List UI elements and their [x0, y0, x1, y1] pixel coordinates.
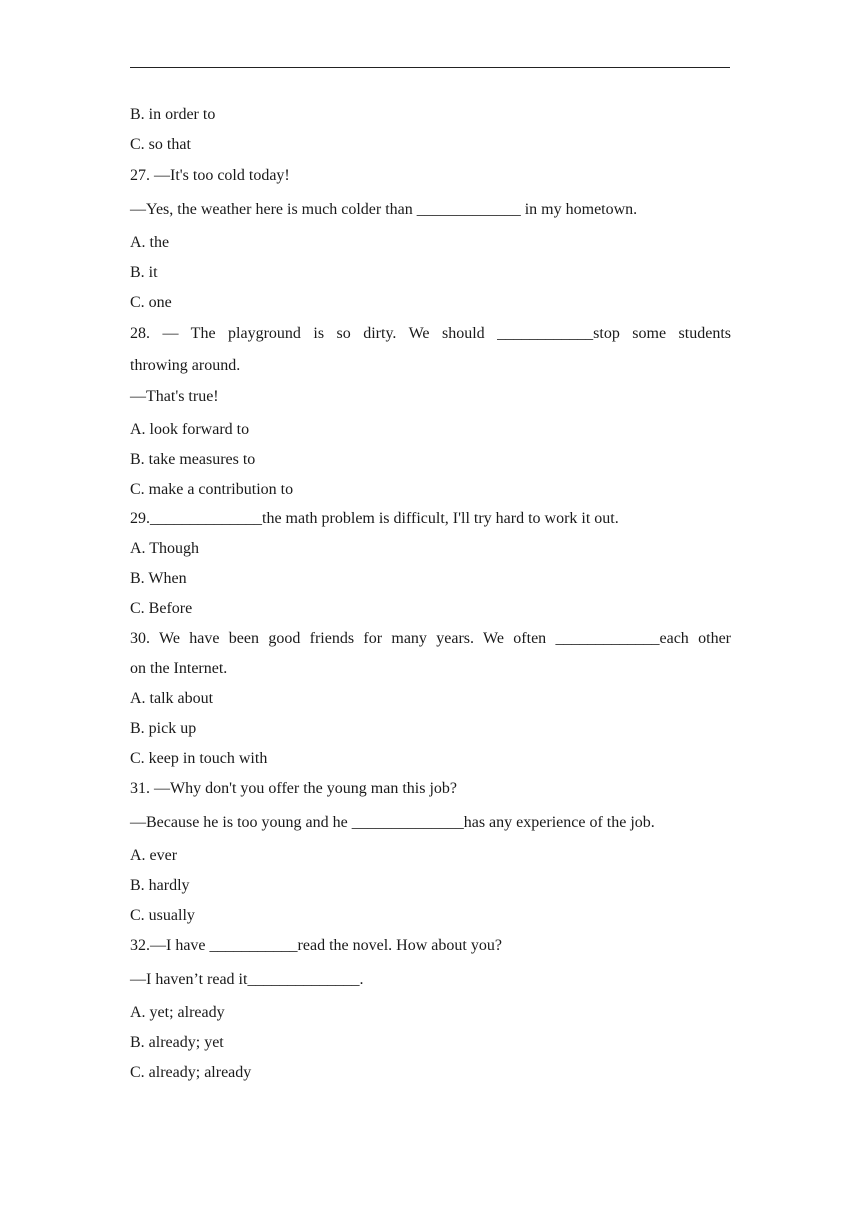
question-30: 30. We have been good friends for many years. We often _____________each other [130, 630, 731, 647]
option-line: A. look forward to [130, 421, 250, 438]
option-line: A. yet; already [130, 1004, 225, 1021]
question-31-response: —Because he is too young and he ______________has any experience of the job. [130, 814, 655, 831]
question-28: 28. — The playground is so dirty. We should ____________stop some students [130, 325, 731, 342]
question-32-response: —I haven’t read it______________. [130, 971, 364, 988]
option-line: B. When [130, 570, 187, 587]
option-line: C. make a contribution to [130, 481, 294, 498]
question-27-response: —Yes, the weather here is much colder than _____________ in my hometown. [130, 201, 638, 218]
option-line: C. keep in touch with [130, 750, 268, 767]
option-line: B. hardly [130, 877, 190, 894]
option-line: C. already; already [130, 1064, 252, 1081]
question-28-continued: throwing around. [130, 357, 241, 374]
option-line: A. the [130, 234, 170, 251]
option-line: C. Before [130, 600, 193, 617]
question-28-response: —That's true! [130, 388, 219, 405]
option-line: B. already; yet [130, 1034, 224, 1051]
option-line: A. talk about [130, 690, 214, 707]
option-line: A. ever [130, 847, 178, 864]
option-line: C. usually [130, 907, 195, 924]
option-line: C. one [130, 294, 172, 311]
question-29: 29.______________the math problem is difficult, I'll try hard to work it out. [130, 510, 619, 527]
option-line: B. in order to [130, 106, 216, 123]
option-line: B. take measures to [130, 451, 256, 468]
question-30-continued: on the Internet. [130, 660, 228, 677]
question-31: 31. —Why don't you offer the young man this job? [130, 780, 457, 797]
option-line: A. Though [130, 540, 200, 557]
option-line: B. pick up [130, 720, 197, 737]
option-line: B. it [130, 264, 158, 281]
question-32: 32.—I have ___________read the novel. How about you? [130, 937, 502, 954]
header-rule [130, 67, 730, 68]
option-line: C. so that [130, 136, 191, 153]
question-27: 27. —It's too cold today! [130, 167, 290, 184]
